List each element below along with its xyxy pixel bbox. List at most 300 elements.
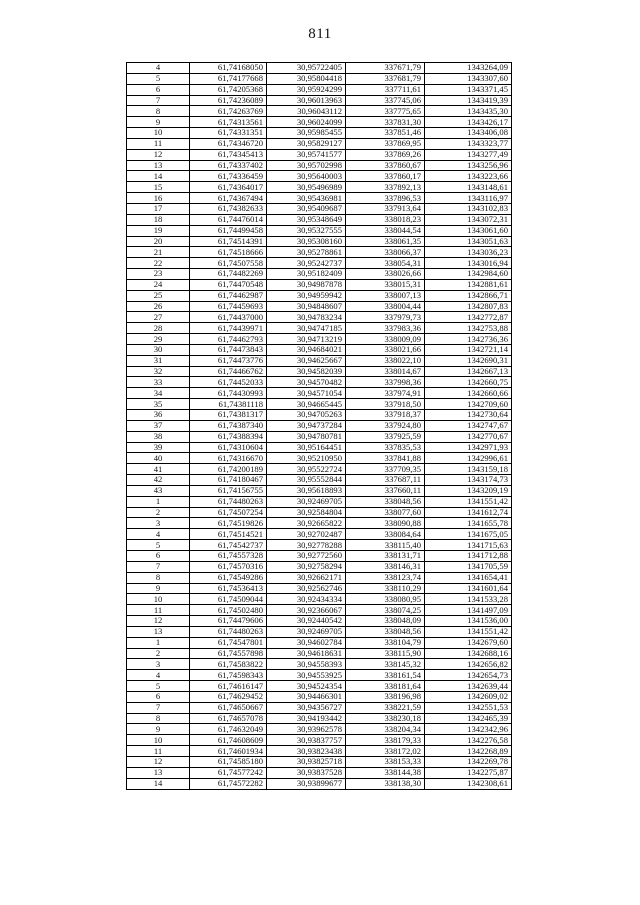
coordinate-cell: 61,74473776: [190, 355, 267, 366]
table-row: [127, 225, 512, 236]
coordinate-cell: 30,94602784: [267, 637, 346, 648]
coordinate-cell: 61,74439971: [190, 323, 267, 334]
coordinate-cell: 30,95210950: [267, 453, 346, 464]
coordinate-cell: 30,95496989: [267, 182, 346, 193]
coordinate-cell: 1343174,73: [425, 475, 512, 486]
coordinate-cell: 30,94356727: [267, 702, 346, 713]
point-number-cell: 4: [127, 670, 190, 681]
table-row: [127, 193, 512, 204]
point-number-cell: 25: [127, 290, 190, 301]
coordinate-cell: 338153,33: [346, 757, 425, 768]
coordinate-cell: 1342551,53: [425, 702, 512, 713]
coordinate-cell: 30,92469705: [267, 626, 346, 637]
coordinate-cell: 338015,31: [346, 279, 425, 290]
table-row: [127, 269, 512, 280]
coordinate-cell: 61,74452033: [190, 377, 267, 388]
coordinates-table-body: [127, 63, 512, 790]
coordinate-cell: 30,92562746: [267, 583, 346, 594]
coordinate-cell: 338138,30: [346, 778, 425, 789]
point-number-cell: 6: [127, 691, 190, 702]
table-row: [127, 702, 512, 713]
coordinate-cell: 1342971,93: [425, 442, 512, 453]
coordinate-cell: 338123,74: [346, 572, 425, 583]
coordinate-cell: 61,74598343: [190, 670, 267, 681]
coordinate-cell: 30,95308160: [267, 236, 346, 247]
point-number-cell: 8: [127, 106, 190, 117]
coordinate-cell: 338110,29: [346, 583, 425, 594]
coordinate-cell: 30,95278861: [267, 247, 346, 258]
coordinate-cell: 30,95924299: [267, 84, 346, 95]
coordinate-cell: 1342660,66: [425, 388, 512, 399]
coordinate-cell: 338104,79: [346, 637, 425, 648]
table-row: [127, 475, 512, 486]
coordinate-cell: 1342770,67: [425, 431, 512, 442]
coordinate-cell: 61,74473843: [190, 344, 267, 355]
coordinate-cell: 61,74346720: [190, 138, 267, 149]
coordinate-cell: 1342276,58: [425, 735, 512, 746]
point-number-cell: 3: [127, 518, 190, 529]
coordinate-cell: 338004,44: [346, 301, 425, 312]
coordinate-cell: 1343061,60: [425, 225, 512, 236]
point-number-cell: 5: [127, 681, 190, 692]
coordinate-cell: 337671,79: [346, 63, 425, 74]
coordinate-cell: 30,95741577: [267, 149, 346, 160]
table-row: [127, 420, 512, 431]
coordinate-cell: 1342639,44: [425, 681, 512, 692]
coordinate-cell: 61,74387340: [190, 420, 267, 431]
coordinate-cell: 61,74367494: [190, 193, 267, 204]
point-number-cell: 39: [127, 442, 190, 453]
coordinate-cell: 338115,40: [346, 540, 425, 551]
coordinate-cell: 61,74601934: [190, 746, 267, 757]
coordinate-cell: 338026,66: [346, 269, 425, 280]
coordinate-cell: 30,95348649: [267, 214, 346, 225]
point-number-cell: 24: [127, 279, 190, 290]
table-row: [127, 616, 512, 627]
coordinate-cell: 61,74657078: [190, 713, 267, 724]
coordinate-cell: 337851,46: [346, 128, 425, 139]
coordinate-cell: 61,74180467: [190, 475, 267, 486]
point-number-cell: 41: [127, 464, 190, 475]
coordinate-cell: 30,96024099: [267, 117, 346, 128]
coordinate-cell: 338230,18: [346, 713, 425, 724]
coordinate-cell: 30,94625667: [267, 355, 346, 366]
point-number-cell: 29: [127, 334, 190, 345]
point-number-cell: 34: [127, 388, 190, 399]
table-row: [127, 453, 512, 464]
coordinate-cell: 1342275,87: [425, 767, 512, 778]
coordinate-cell: 337660,11: [346, 485, 425, 496]
coordinate-cell: 30,95552844: [267, 475, 346, 486]
coordinate-cell: 30,94665445: [267, 399, 346, 410]
coordinate-cell: 61,74316670: [190, 453, 267, 464]
coordinate-cell: 1343256,96: [425, 160, 512, 171]
table-row: [127, 637, 512, 648]
coordinate-cell: 61,74514521: [190, 529, 267, 540]
table-row: [127, 757, 512, 768]
point-number-cell: 42: [127, 475, 190, 486]
coordinate-cell: 338090,88: [346, 518, 425, 529]
table-row: [127, 540, 512, 551]
table-row: [127, 399, 512, 410]
coordinate-cell: 337869,26: [346, 149, 425, 160]
coordinate-cell: 61,74462987: [190, 290, 267, 301]
coordinate-cell: 30,94524354: [267, 681, 346, 692]
coordinate-cell: 337831,30: [346, 117, 425, 128]
coordinate-cell: 1342721,14: [425, 344, 512, 355]
table-row: [127, 117, 512, 128]
coordinate-cell: 338080,95: [346, 594, 425, 605]
coordinate-cell: 1342667,13: [425, 366, 512, 377]
coordinate-cell: 1343307,60: [425, 73, 512, 84]
table-row: [127, 724, 512, 735]
table-row: [127, 149, 512, 160]
coordinate-cell: 30,92584804: [267, 507, 346, 518]
coordinate-cell: 30,94553925: [267, 670, 346, 681]
point-number-cell: 13: [127, 767, 190, 778]
point-number-cell: 15: [127, 182, 190, 193]
point-number-cell: 23: [127, 269, 190, 280]
table-row: [127, 279, 512, 290]
coordinate-cell: 1341712,88: [425, 550, 512, 561]
point-number-cell: 10: [127, 594, 190, 605]
coordinate-cell: 338172,02: [346, 746, 425, 757]
point-number-cell: 8: [127, 572, 190, 583]
point-number-cell: 9: [127, 724, 190, 735]
coordinate-cell: 61,74345413: [190, 149, 267, 160]
coordinate-cell: 30,95164451: [267, 442, 346, 453]
point-number-cell: 8: [127, 713, 190, 724]
coordinate-cell: 337835,53: [346, 442, 425, 453]
coordinate-cell: 30,95804418: [267, 73, 346, 84]
coordinate-cell: 30,94193442: [267, 713, 346, 724]
coordinate-cell: 61,74632049: [190, 724, 267, 735]
coordinate-cell: 61,74616147: [190, 681, 267, 692]
coordinate-cell: 337918,37: [346, 410, 425, 421]
table-row: [127, 63, 512, 74]
coordinate-cell: 337983,36: [346, 323, 425, 334]
coordinate-cell: 61,74499458: [190, 225, 267, 236]
coordinate-cell: 30,94959942: [267, 290, 346, 301]
table-row: [127, 138, 512, 149]
coordinate-cell: 1343435,30: [425, 106, 512, 117]
point-number-cell: 26: [127, 301, 190, 312]
point-number-cell: 7: [127, 702, 190, 713]
point-number-cell: 4: [127, 63, 190, 74]
coordinate-cell: 337681,79: [346, 73, 425, 84]
coordinate-cell: 338021,66: [346, 344, 425, 355]
point-number-cell: 21: [127, 247, 190, 258]
point-number-cell: 2: [127, 507, 190, 518]
point-number-cell: 31: [127, 355, 190, 366]
coordinate-cell: 338061,35: [346, 236, 425, 247]
table-row: [127, 746, 512, 757]
coordinate-cell: 61,74585180: [190, 757, 267, 768]
table-row: [127, 572, 512, 583]
point-number-cell: 2: [127, 648, 190, 659]
coordinate-cell: 337924,80: [346, 420, 425, 431]
table-row: [127, 214, 512, 225]
coordinate-cell: 30,94848607: [267, 301, 346, 312]
coordinate-cell: 30,94737284: [267, 420, 346, 431]
page-number: 811: [308, 26, 332, 42]
coordinate-cell: 61,74156755: [190, 485, 267, 496]
coordinate-cell: 338196,98: [346, 691, 425, 702]
table-row: [127, 73, 512, 84]
coordinate-cell: 61,74381317: [190, 410, 267, 421]
coordinate-cell: 1343036,23: [425, 247, 512, 258]
coordinate-cell: 1342984,60: [425, 269, 512, 280]
point-number-cell: 7: [127, 561, 190, 572]
coordinate-cell: 30,95618893: [267, 485, 346, 496]
coordinate-cell: 61,74437000: [190, 312, 267, 323]
point-number-cell: 33: [127, 377, 190, 388]
coordinate-cell: 30,92702487: [267, 529, 346, 540]
coordinate-cell: 1341536,00: [425, 616, 512, 627]
coordinate-cell: 61,74337402: [190, 160, 267, 171]
coordinate-cell: 1341551,42: [425, 626, 512, 637]
coordinate-cell: 30,93962578: [267, 724, 346, 735]
point-number-cell: 1: [127, 496, 190, 507]
coordinate-cell: 61,74177668: [190, 73, 267, 84]
table-row: [127, 182, 512, 193]
coordinate-cell: 337913,64: [346, 203, 425, 214]
coordinate-cell: 1342342,96: [425, 724, 512, 735]
coordinate-cell: 1342736,36: [425, 334, 512, 345]
coordinate-cell: 338084,64: [346, 529, 425, 540]
coordinate-cell: 61,74430993: [190, 388, 267, 399]
coordinate-cell: 337918,50: [346, 399, 425, 410]
coordinate-cell: 61,74536413: [190, 583, 267, 594]
coordinate-cell: 61,74557898: [190, 648, 267, 659]
coordinate-cell: 338007,13: [346, 290, 425, 301]
coordinate-cell: 30,95985455: [267, 128, 346, 139]
coordinate-cell: 1342654,73: [425, 670, 512, 681]
coordinate-cell: 1343264,09: [425, 63, 512, 74]
table-row: [127, 767, 512, 778]
point-number-cell: 13: [127, 626, 190, 637]
coordinate-cell: 30,94713219: [267, 334, 346, 345]
coordinate-cell: 1342688,16: [425, 648, 512, 659]
coordinate-cell: 30,92772560: [267, 550, 346, 561]
point-number-cell: 28: [127, 323, 190, 334]
coordinate-cell: 61,74466762: [190, 366, 267, 377]
point-number-cell: 14: [127, 778, 190, 789]
coordinate-cell: 30,92440542: [267, 616, 346, 627]
coordinate-cell: 338018,23: [346, 214, 425, 225]
coordinate-cell: 1343159,18: [425, 464, 512, 475]
table-row: [127, 258, 512, 269]
coordinate-cell: 1341601,64: [425, 583, 512, 594]
point-number-cell: 19: [127, 225, 190, 236]
coordinate-cell: 337974,91: [346, 388, 425, 399]
coordinate-cell: 1342609,02: [425, 691, 512, 702]
point-number-cell: 5: [127, 540, 190, 551]
coordinate-cell: 338181,64: [346, 681, 425, 692]
coordinate-cell: 61,74310604: [190, 442, 267, 453]
table-row: [127, 431, 512, 442]
coordinate-cell: 338044,54: [346, 225, 425, 236]
coordinate-cell: 30,94558393: [267, 659, 346, 670]
coordinate-cell: 1342753,88: [425, 323, 512, 334]
coordinate-cell: 1342679,60: [425, 637, 512, 648]
coordinate-cell: 61,74462793: [190, 334, 267, 345]
coordinate-cell: 30,92778288: [267, 540, 346, 551]
coordinate-cell: 61,74382633: [190, 203, 267, 214]
coordinate-cell: 338048,09: [346, 616, 425, 627]
table-row: [127, 550, 512, 561]
coordinate-cell: 30,96043112: [267, 106, 346, 117]
coordinate-cell: 61,74557328: [190, 550, 267, 561]
coordinate-cell: 1342690,31: [425, 355, 512, 366]
coordinate-cell: 30,94705263: [267, 410, 346, 421]
coordinate-cell: 338074,25: [346, 605, 425, 616]
table-row: [127, 594, 512, 605]
coordinate-cell: 338146,31: [346, 561, 425, 572]
coordinate-cell: 337860,67: [346, 160, 425, 171]
point-number-cell: 10: [127, 128, 190, 139]
coordinate-cell: 30,95182409: [267, 269, 346, 280]
point-number-cell: 12: [127, 616, 190, 627]
point-number-cell: 5: [127, 73, 190, 84]
coordinate-cell: 30,94684021: [267, 344, 346, 355]
table-row: [127, 529, 512, 540]
coordinate-cell: 337896,53: [346, 193, 425, 204]
point-number-cell: 36: [127, 410, 190, 421]
table-row: [127, 681, 512, 692]
point-number-cell: 3: [127, 659, 190, 670]
coordinate-cell: 30,95829127: [267, 138, 346, 149]
table-row: [127, 344, 512, 355]
coordinate-cell: 1341675,05: [425, 529, 512, 540]
coordinate-cell: 30,94570482: [267, 377, 346, 388]
point-number-cell: 37: [127, 420, 190, 431]
coordinate-cell: 61,74577242: [190, 767, 267, 778]
point-number-cell: 43: [127, 485, 190, 496]
coordinate-cell: 1342660,75: [425, 377, 512, 388]
coordinate-cell: 338179,33: [346, 735, 425, 746]
coordinates-table: [126, 62, 512, 790]
coordinate-cell: 338066,37: [346, 247, 425, 258]
coordinate-cell: 338077,60: [346, 507, 425, 518]
point-number-cell: 17: [127, 203, 190, 214]
coordinate-cell: 1343426,17: [425, 117, 512, 128]
coordinate-cell: 61,74331351: [190, 128, 267, 139]
coordinate-cell: 1342730,64: [425, 410, 512, 421]
coordinate-cell: 30,92366067: [267, 605, 346, 616]
coordinate-cell: 61,74519826: [190, 518, 267, 529]
table-row: [127, 106, 512, 117]
coordinate-cell: 1342268,89: [425, 746, 512, 757]
coordinate-cell: 30,94783234: [267, 312, 346, 323]
point-number-cell: 9: [127, 117, 190, 128]
table-row: [127, 691, 512, 702]
coordinate-cell: 1343371,45: [425, 84, 512, 95]
coordinate-cell: 61,74518666: [190, 247, 267, 258]
coordinate-cell: 61,74205368: [190, 84, 267, 95]
coordinate-cell: 61,74629452: [190, 691, 267, 702]
point-number-cell: 10: [127, 735, 190, 746]
point-number-cell: 7: [127, 95, 190, 106]
coordinate-cell: 61,74336459: [190, 171, 267, 182]
coordinate-cell: 30,94618631: [267, 648, 346, 659]
coordinate-cell: 61,74480263: [190, 496, 267, 507]
coordinate-cell: 61,74549286: [190, 572, 267, 583]
coordinate-cell: 61,74507254: [190, 507, 267, 518]
table-row: [127, 323, 512, 334]
point-number-cell: 1: [127, 637, 190, 648]
coordinate-cell: 61,74509044: [190, 594, 267, 605]
coordinate-cell: 61,74313561: [190, 117, 267, 128]
coordinate-cell: 30,94780781: [267, 431, 346, 442]
table-row: [127, 659, 512, 670]
coordinate-cell: 338161,54: [346, 670, 425, 681]
coordinate-cell: 1341654,41: [425, 572, 512, 583]
coordinate-cell: 1341533,28: [425, 594, 512, 605]
coordinate-cell: 1341497,09: [425, 605, 512, 616]
coordinate-cell: 30,93837528: [267, 767, 346, 778]
table-row: [127, 561, 512, 572]
coordinate-cell: 1341612,74: [425, 507, 512, 518]
coordinate-cell: 1342269,78: [425, 757, 512, 768]
coordinate-cell: 61,74236089: [190, 95, 267, 106]
coordinate-cell: 338014,67: [346, 366, 425, 377]
coordinate-cell: 61,74608609: [190, 735, 267, 746]
table-row: [127, 713, 512, 724]
coordinate-cell: 61,74514391: [190, 236, 267, 247]
coordinate-cell: 337925,59: [346, 431, 425, 442]
coordinate-cell: 337711,61: [346, 84, 425, 95]
coordinate-cell: 30,94571054: [267, 388, 346, 399]
coordinate-cell: 30,92665822: [267, 518, 346, 529]
table-row: [127, 605, 512, 616]
coordinate-cell: 30,95722405: [267, 63, 346, 74]
coordinate-cell: 61,74507558: [190, 258, 267, 269]
table-row: [127, 236, 512, 247]
table-row: [127, 301, 512, 312]
point-number-cell: 40: [127, 453, 190, 464]
point-number-cell: 22: [127, 258, 190, 269]
point-number-cell: 30: [127, 344, 190, 355]
coordinate-cell: 1342656,82: [425, 659, 512, 670]
coordinate-cell: 338221,59: [346, 702, 425, 713]
coordinate-cell: 1343209,19: [425, 485, 512, 496]
coordinate-cell: 338022,10: [346, 355, 425, 366]
coordinate-cell: 30,92469705: [267, 496, 346, 507]
coordinate-cell: 337775,65: [346, 106, 425, 117]
coordinate-cell: 61,74572282: [190, 778, 267, 789]
coordinate-cell: 61,74200189: [190, 464, 267, 475]
coordinate-cell: 1343072,31: [425, 214, 512, 225]
coordinate-cell: 1342772,87: [425, 312, 512, 323]
coordinate-cell: 61,74480263: [190, 626, 267, 637]
coordinate-cell: 1343223,66: [425, 171, 512, 182]
coordinate-cell: 337869,95: [346, 138, 425, 149]
coordinate-cell: 61,74381118: [190, 399, 267, 410]
point-number-cell: 27: [127, 312, 190, 323]
coordinate-cell: 61,74650667: [190, 702, 267, 713]
coordinate-cell: 30,94582039: [267, 366, 346, 377]
coordinate-cell: 338131,71: [346, 550, 425, 561]
table-row: [127, 410, 512, 421]
coordinate-cell: 61,74168050: [190, 63, 267, 74]
table-row: [127, 290, 512, 301]
coordinate-cell: 1342709,60: [425, 399, 512, 410]
coordinate-cell: 61,74547801: [190, 637, 267, 648]
point-number-cell: 6: [127, 550, 190, 561]
table-row: [127, 355, 512, 366]
coordinate-cell: 61,74570316: [190, 561, 267, 572]
